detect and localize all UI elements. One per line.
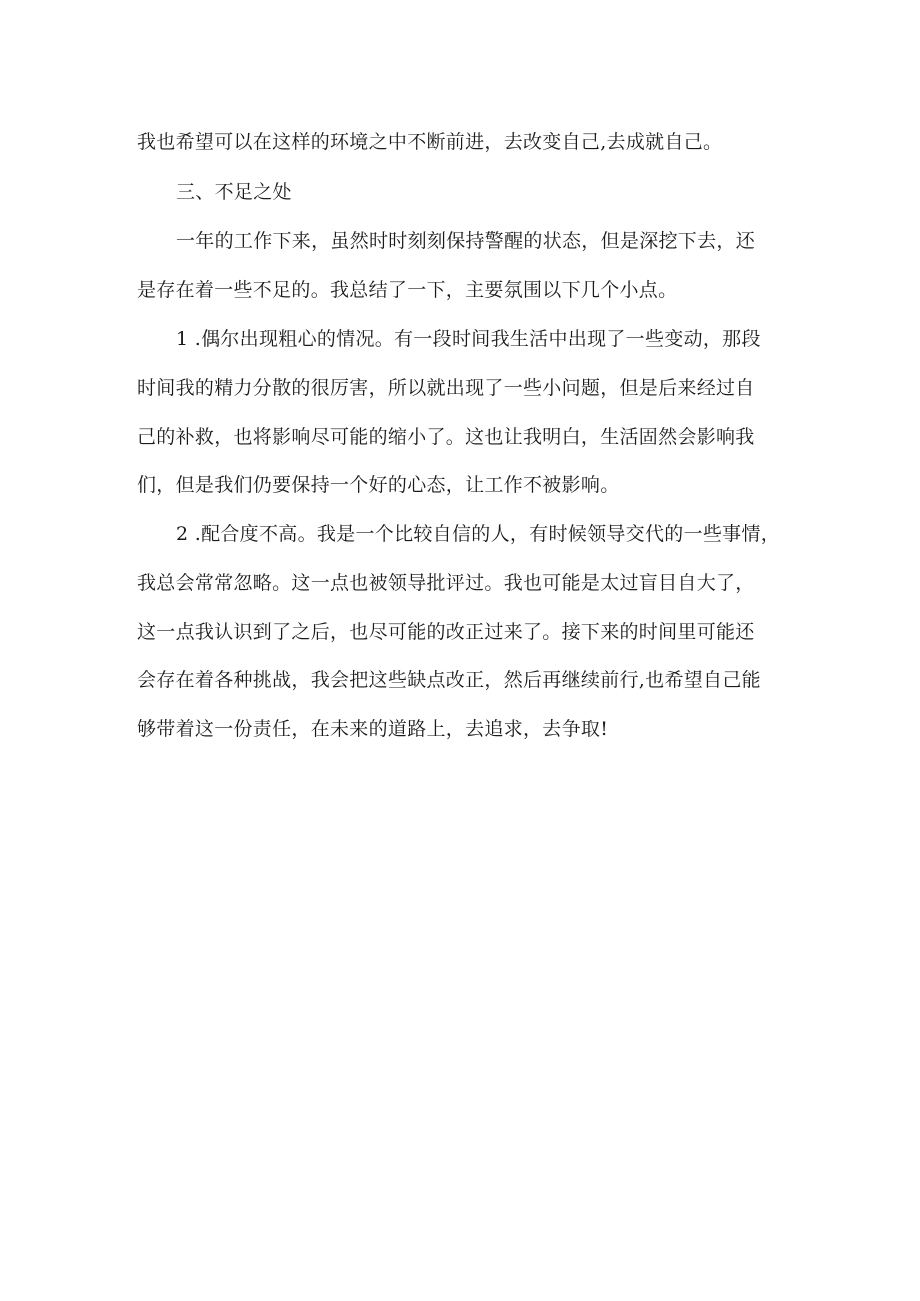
paragraph-line: 一年的工作下来，虽然时时刻刻保持警醒的状态，但是深挖下去，还 bbox=[176, 230, 756, 252]
paragraph-line: 我也希望可以在这样的环境之中不断前进，去改变自己,去成就自己。 bbox=[137, 131, 723, 153]
list-item-line: 们，但是我们仍要保持一个好的心态，让工作不被影响。 bbox=[137, 474, 620, 496]
list-item-line: 1 .偶尔出现粗心的情况。有一段时间我生活中出现了一些变动，那段 bbox=[176, 328, 761, 350]
section-heading: 三、不足之处 bbox=[176, 181, 292, 203]
list-item-line: 己的补救，也将影响尽可能的缩小了。这也让我明白，生活固然会影响我 bbox=[137, 426, 755, 448]
list-item-line: 会存在着各种挑战，我会把这些缺点改正，然后再继续前行,也希望自己能 bbox=[137, 669, 761, 691]
list-item-line: 我总会常常忽略。这一点也被领导批评过。我也可能是太过盲目自大了， bbox=[137, 572, 755, 594]
paragraph-line: 是存在着一些不足的。我总结了一下，主要氛围以下几个小点。 bbox=[137, 279, 678, 301]
list-item-line: 时间我的精力分散的很厉害，所以就出现了一些小问题，但是后来经过自 bbox=[137, 377, 755, 399]
list-item-line: 够带着这一份责任，在未来的道路上，去追求，去争取! bbox=[137, 718, 609, 740]
list-item-line: 2 .配合度不高。我是一个比较自信的人，有时候领导交代的一些事情， bbox=[176, 523, 781, 545]
list-item-line: 这一点我认识到了之后，也尽可能的改正过来了。接下来的时间里可能还 bbox=[137, 621, 755, 643]
